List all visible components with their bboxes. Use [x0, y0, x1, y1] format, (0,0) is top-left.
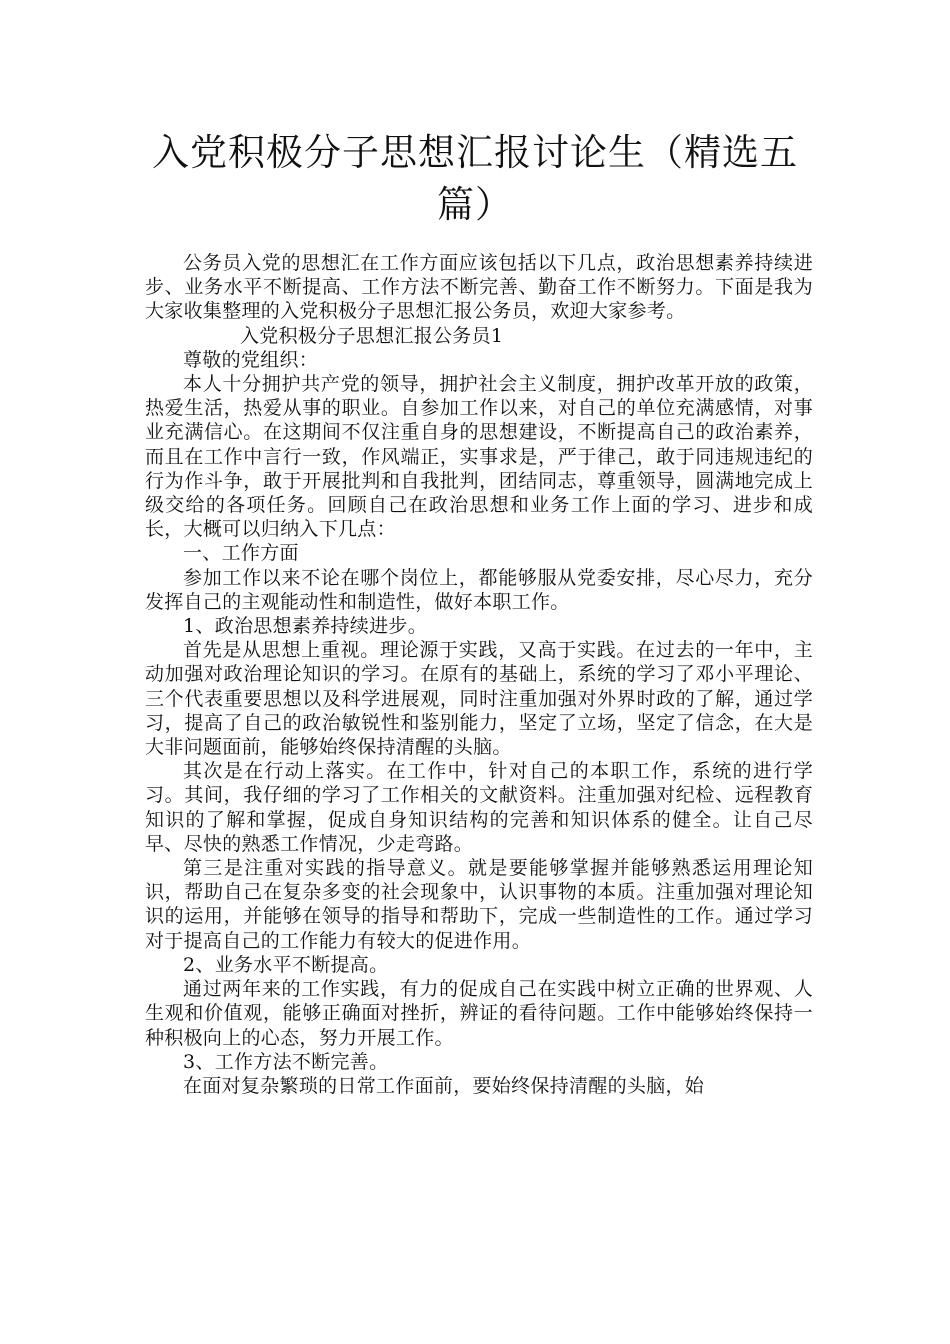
subsection-heading: 2、业务水平不断提高。 [183, 953, 389, 976]
document-body [145, 251, 813, 1098]
salutation: 尊敬的党组织： [183, 348, 319, 371]
body-paragraph: 首先是从思想上重视。理论源于实践，又高于实践。在过去的一年中，主动加强对政治理论知识的学习。在原有的基础上，系统的学习了邓小平理论、三个代表重要思想以及科学进展观，同时注重加强对外界时政的了解，通过学习，提高了自己的政治敏锐性和鉴别能力，坚定了立场，坚定了信念，在大是大非问题面前，能够始终保持清醒的头脑。 [145, 639, 813, 759]
subsection-heading: 3、工作方法不断完善。 [183, 1050, 389, 1073]
subsection-heading: 1、政治思想素养持续进步。 [183, 615, 427, 638]
intro-paragraph: 公务员入党的思想汇在工作方面应该包括以下几点，政治思想素养持续进步、业务水平不断提高、工作方法不断完善、勤奋工作不断努力。下面是我为大家收集整理的入党积极分子思想汇报公务员，欢迎大家参考。 [145, 252, 813, 323]
body-paragraph: 本人十分拥护共产党的领导，拥护社会主义制度，拥护改革开放的政策，热爱生活，热爱从事的职业。自参加工作以来，对自己的单位充满感情，对事业充满信心。在这期间不仅注重自身的思想建设，不断提高自己的政治素养，而且在工作中言行一致，作风端正，实事求是，严于律己，敢于同违规违纪的行为作斗争，敢于开展批判和自我批判，团结同志，尊重领导，圆满地完成上级交给的各项任务。回顾自己在政治思想和业务工作上面的学习、进步和成长，大概可以归纳入下几点： [145, 373, 813, 541]
document-title: 入党积极分子思想汇报讨论生（精选五篇） [152, 131, 798, 226]
subsection-heading: 一、工作方面 [183, 542, 299, 565]
body-paragraph: 第三是注重对实践的指导意义。就是要能够掌握并能够熟悉运用理论知识，帮助自己在复杂多变的社会现象中，认识事物的本质。注重加强对理论知识的运用，并能够在领导的指导和帮助下，完成一些制造性的工作。通过学习对于提高自己的工作能力有较大的促进作用。 [145, 857, 813, 952]
body-paragraph: 其次是在行动上落实。在工作中，针对自己的本职工作，系统的进行学习。其间，我仔细的学习了工作相关的文献资料。注重加强对纪检、远程教育知识的了解和掌握，促成自身知识结构的完善和知识体系的健全。让自己尽早、尽快的熟悉工作情况，少走弯路。 [145, 760, 813, 855]
body-paragraph: 通过两年来的工作实践，有力的促成自己在实践中树立正确的世界观、人生观和价值观，能够正确面对挫折，辨证的看待问题。工作中能够始终保持一种积极向上的心态，努力开展工作。 [145, 978, 813, 1049]
section-heading: 入党积极分子思想汇报公务员1 [240, 324, 504, 347]
body-paragraph: 在面对复杂繁琐的日常工作面前，要始终保持清醒的头脑，始 [183, 1074, 705, 1097]
body-paragraph: 参加工作以来不论在哪个岗位上，都能够服从党委安排，尽心尽力，充分发挥自己的主观能动性和制造性，做好本职工作。 [145, 566, 813, 613]
